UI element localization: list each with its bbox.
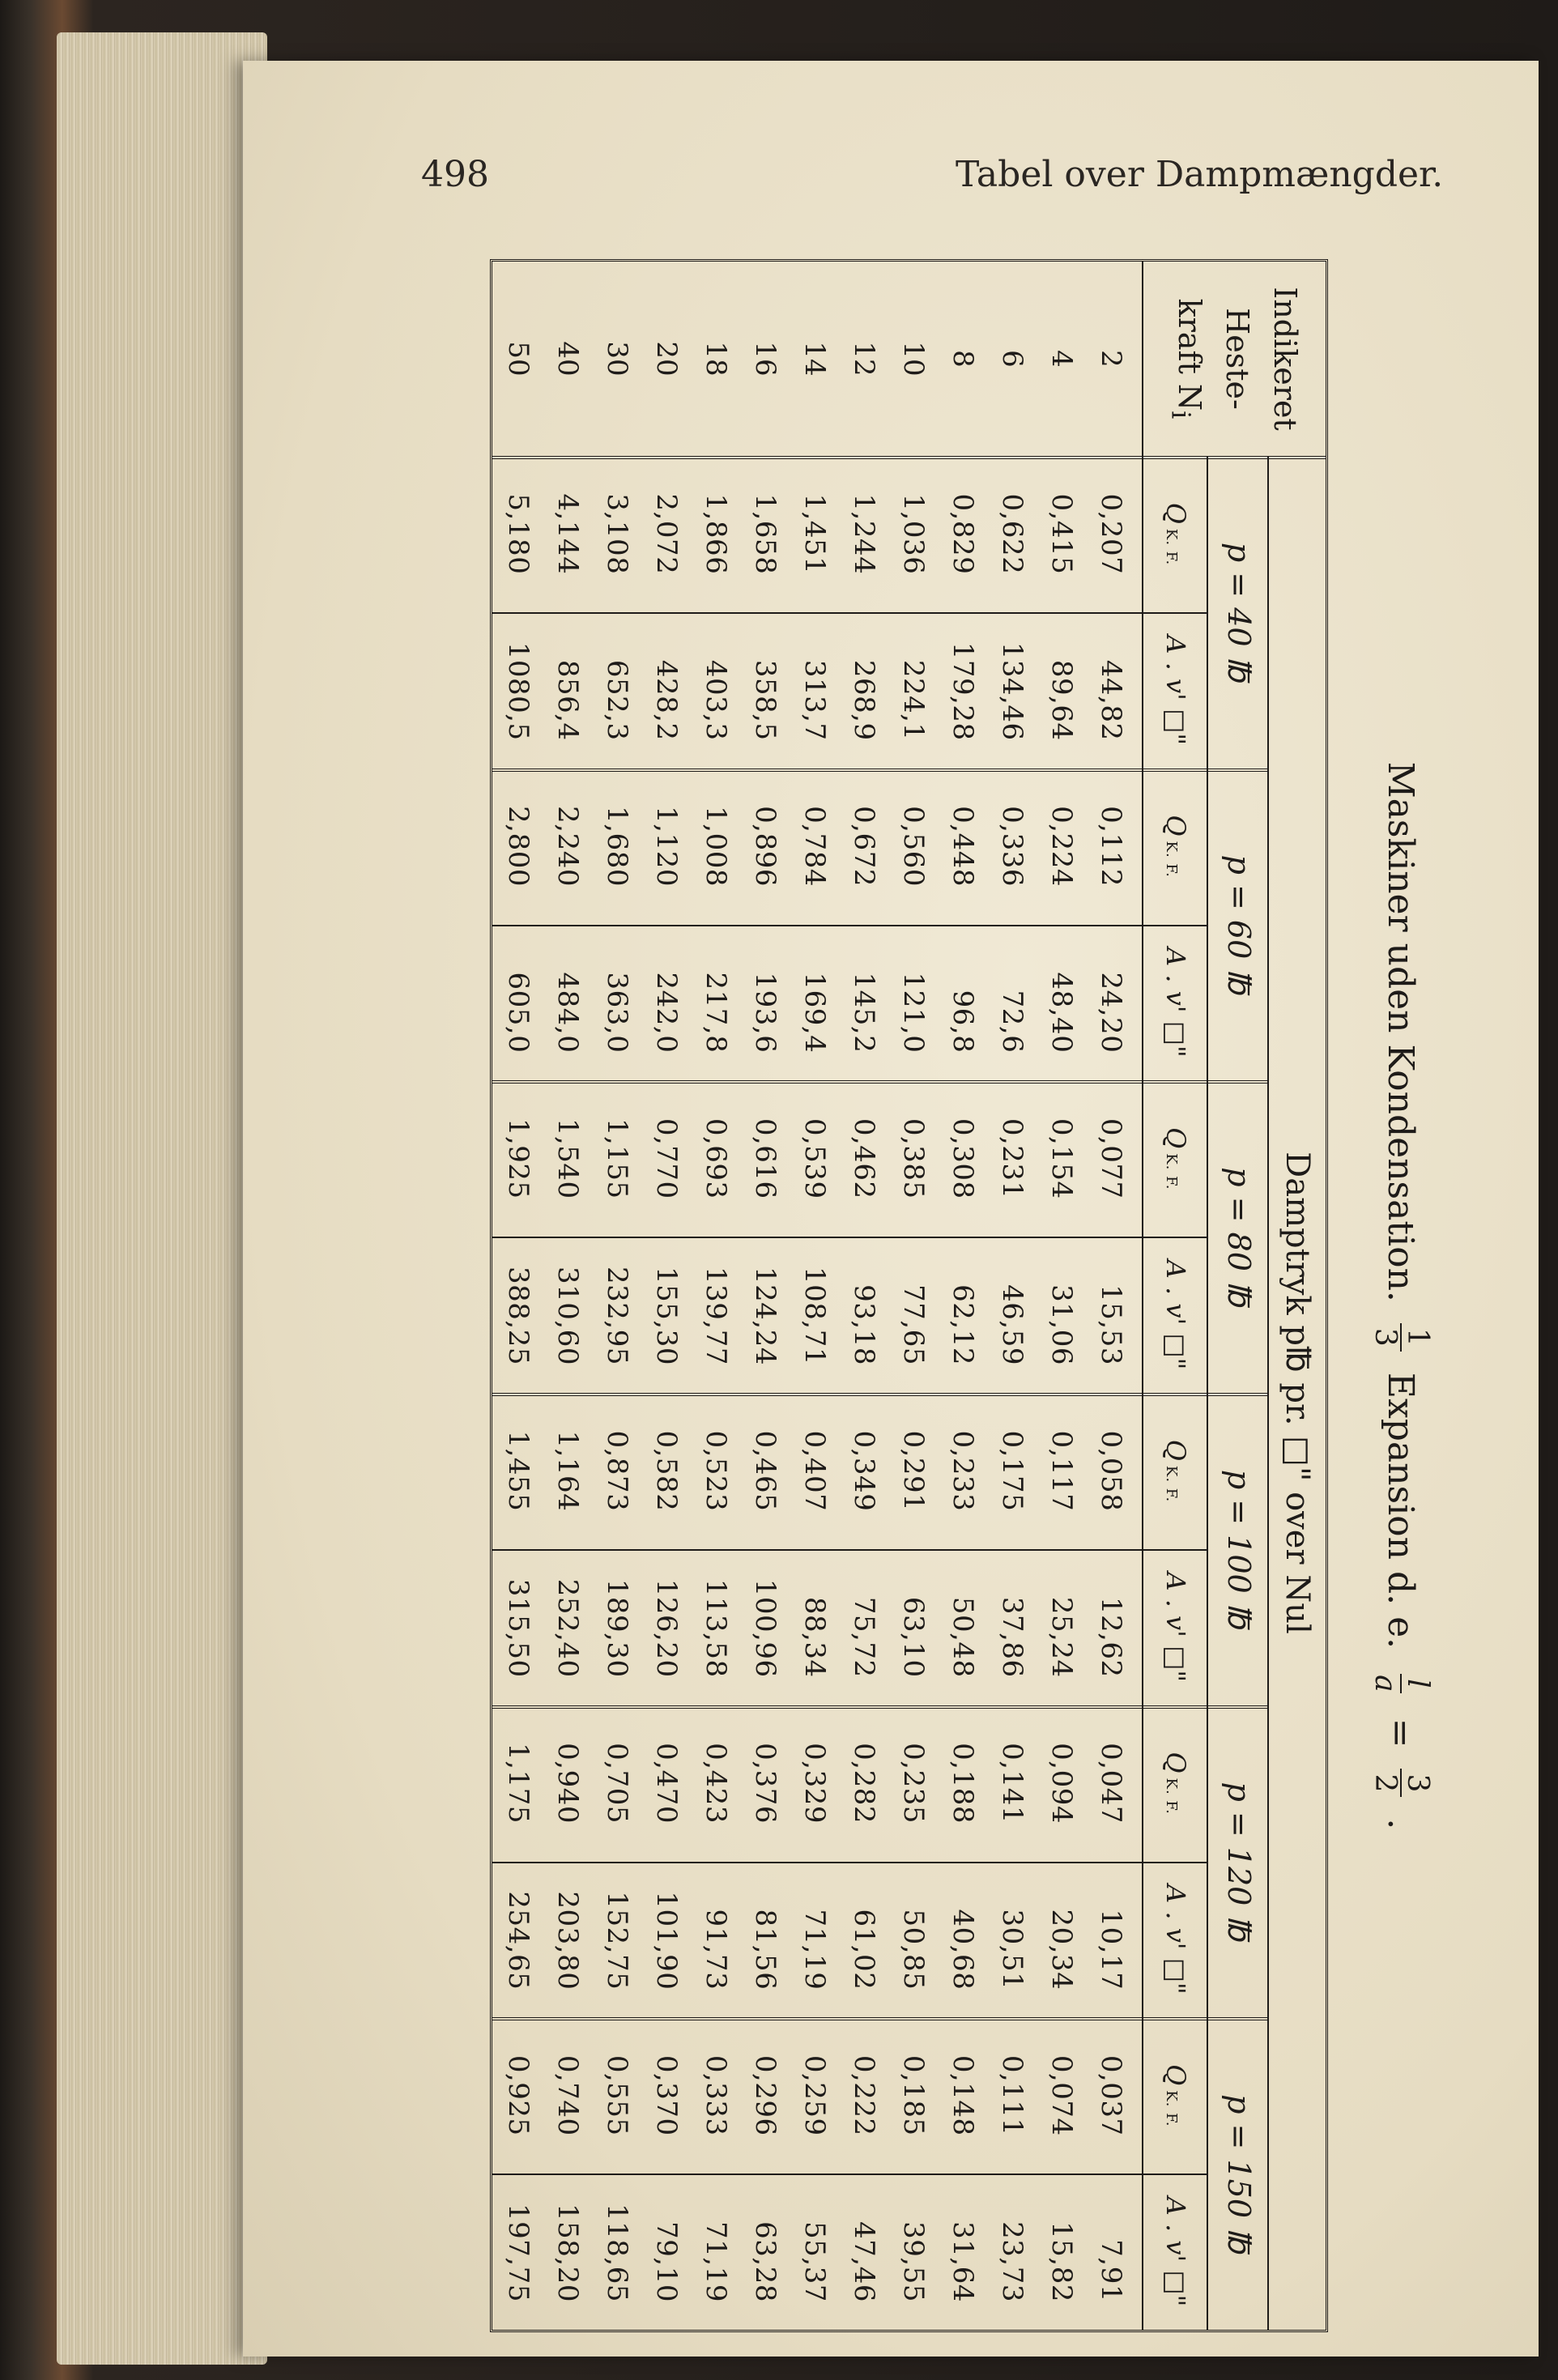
cell-a-value: 46,59 — [996, 1284, 1028, 1365]
rule-group — [492, 1705, 1269, 1709]
subheader-q — [1143, 1080, 1208, 1237]
subheader-q-subscript: K. F. — [1163, 1778, 1180, 1815]
cell-a-value: 358,5 — [749, 659, 781, 741]
cell-q-value: 1,164 — [551, 1430, 584, 1512]
cell-a-value: 108,71 — [798, 1267, 831, 1365]
cell-q-value: 0,940 — [551, 1743, 584, 1824]
cell-a-value: 12,62 — [1095, 1596, 1127, 1678]
cell-q-value: 0,462 — [848, 1118, 880, 1199]
subheader-q — [1143, 1393, 1208, 1549]
cell-a-value: 388,25 — [502, 1267, 534, 1365]
cell-a-value: 88,34 — [798, 1596, 831, 1678]
cell-a-value: 7,91 — [1095, 2239, 1127, 2302]
rule-left-column — [492, 456, 1326, 459]
cell-horsepower: 14 — [798, 341, 831, 377]
rule-group — [492, 2017, 1269, 2020]
cell-q-value: 0,465 — [749, 1430, 781, 1512]
cell-q-value: 0,296 — [749, 2054, 781, 2136]
cell-a-value: 75,72 — [848, 1596, 880, 1678]
cell-q-value: 0,047 — [1095, 1743, 1127, 1824]
cell-a-value: 139,77 — [700, 1267, 732, 1365]
rule-top-header — [1267, 456, 1269, 2330]
cell-a-value: 403,3 — [700, 659, 732, 741]
cell-a-value: 30,51 — [996, 1909, 1028, 1990]
rule-subcolumn — [492, 612, 1208, 614]
cell-q-value: 0,231 — [996, 1118, 1028, 1199]
cell-q-value: 0,154 — [1045, 1118, 1078, 1199]
cell-a-value: 79,10 — [650, 2221, 683, 2302]
subheader-a: A . v' □" — [1160, 2196, 1191, 2307]
subheader-q — [1143, 456, 1208, 612]
cell-a-value: 1080,5 — [502, 641, 534, 741]
cell-a-value: 62,12 — [947, 1284, 979, 1365]
cell-a-value: 118,65 — [601, 2203, 633, 2302]
cell-q-value: 0,560 — [897, 806, 930, 887]
cell-a-value: 268,9 — [848, 659, 880, 741]
rule-subcolumn — [492, 1862, 1208, 1863]
cell-q-value: 0,470 — [650, 1743, 683, 1824]
cell-a-value: 24,20 — [1095, 972, 1127, 1054]
cell-q-value: 2,072 — [650, 493, 683, 575]
cell-a-value: 100,96 — [749, 1578, 781, 1678]
cell-q-value: 0,784 — [798, 806, 831, 887]
cell-q-value: 3,108 — [601, 493, 633, 575]
cell-q-value: 0,224 — [1045, 806, 1078, 887]
subheader-q — [1143, 1705, 1208, 1862]
cell-q-value: 0,141 — [996, 1743, 1028, 1824]
cell-q-value: 0,523 — [700, 1430, 732, 1512]
cell-horsepower: 4 — [1045, 350, 1078, 368]
title-suffix: . — [1380, 1818, 1422, 1830]
cell-q-value: 0,705 — [601, 1743, 633, 1824]
table-title — [1340, 259, 1462, 2332]
rule-group-header — [1207, 456, 1208, 2330]
cell-a-value: 193,6 — [749, 972, 781, 1054]
page-number: 498 — [421, 154, 489, 195]
cell-q-value: 5,180 — [502, 493, 534, 575]
cell-q-value: 1,455 — [502, 1430, 534, 1512]
subheader-q-symbol: Q — [1160, 1439, 1191, 1461]
cell-a-value: 89,64 — [1045, 659, 1078, 741]
group-header-pressure: p = 80 ℔ — [1221, 1167, 1257, 1307]
title-prefix: Maskiner uden Kondensation. — [1380, 761, 1422, 1302]
subheader-q-symbol: Q — [1160, 2063, 1191, 2086]
cell-q-value: 0,207 — [1095, 493, 1127, 575]
cell-q-value: 0,336 — [996, 806, 1028, 887]
cell-a-value: 91,73 — [700, 1909, 732, 1990]
steam-table — [490, 259, 1328, 2332]
subheader-a: A . v' □" — [1160, 1884, 1191, 1995]
running-head — [421, 154, 1474, 211]
group-header-pressure: p = 100 ℔ — [1221, 1469, 1257, 1629]
cell-a-value: 428,2 — [650, 659, 683, 741]
cell-a-value: 48,40 — [1045, 972, 1078, 1054]
subheader-q-symbol: Q — [1160, 1126, 1191, 1149]
cell-q-value: 0,407 — [798, 1430, 831, 1512]
cell-q-value: 0,385 — [897, 1118, 930, 1199]
cell-q-value: 1,155 — [601, 1118, 633, 1199]
cell-q-value: 0,582 — [650, 1430, 683, 1512]
cell-q-value: 0,873 — [601, 1430, 633, 1512]
cell-q-value: 0,423 — [700, 1743, 732, 1824]
subheader-q-subscript: K. F. — [1163, 1465, 1180, 1503]
cell-horsepower: 30 — [601, 341, 633, 377]
cell-q-value: 0,329 — [798, 1743, 831, 1824]
group-header-pressure: p = 150 ℔ — [1221, 2094, 1257, 2254]
cell-horsepower: 20 — [650, 341, 683, 377]
cell-a-value: 145,2 — [848, 972, 880, 1054]
cell-q-value: 0,233 — [947, 1430, 979, 1512]
cell-q-value: 4,144 — [551, 493, 584, 575]
cell-q-value: 2,240 — [551, 806, 584, 887]
cell-q-value: 0,829 — [947, 493, 979, 575]
cell-a-value: 93,18 — [848, 1284, 880, 1365]
cell-a-value: 121,0 — [897, 972, 930, 1054]
cell-a-value: 63,10 — [897, 1596, 930, 1678]
rule-subcolumn — [492, 2174, 1208, 2175]
cell-a-value: 315,50 — [502, 1578, 534, 1678]
cell-q-value: 0,740 — [551, 2054, 584, 2136]
cell-a-value: 242,0 — [650, 972, 683, 1054]
subheader-q-subscript: K. F. — [1163, 2090, 1180, 2127]
cell-a-value: 39,55 — [897, 2221, 930, 2302]
cell-q-value: 1,866 — [700, 493, 732, 575]
cell-a-value: 605,0 — [502, 972, 534, 1054]
subheader-a: A . v' □" — [1160, 635, 1191, 746]
cell-a-value: 96,8 — [947, 990, 979, 1054]
cell-q-value: 1,120 — [650, 806, 683, 887]
cell-a-value: 224,1 — [897, 659, 930, 741]
cell-a-value: 126,20 — [650, 1578, 683, 1678]
rotated-table-block — [490, 259, 1462, 2332]
cell-a-value: 484,0 — [551, 972, 584, 1054]
subheader-a: A . v' □" — [1160, 1572, 1191, 1683]
cell-a-value: 179,28 — [947, 641, 979, 741]
group-header-pressure: p = 40 ℔ — [1221, 542, 1257, 682]
cell-horsepower: 12 — [848, 341, 880, 377]
rule-subcolumn — [492, 1549, 1208, 1551]
page-edges — [57, 32, 267, 2365]
cell-q-value: 0,282 — [848, 1743, 880, 1824]
cell-a-value: 50,48 — [947, 1596, 979, 1678]
cell-a-value: 189,30 — [601, 1578, 633, 1678]
cell-a-value: 40,68 — [947, 1909, 979, 1990]
cell-a-value: 232,95 — [601, 1267, 633, 1365]
cell-q-value: 0,925 — [502, 2054, 534, 2136]
cell-a-value: 77,65 — [897, 1284, 930, 1365]
header-steam-pressure: Damptryk p℔ pr. □" over Nul — [1279, 1152, 1316, 1634]
cell-q-value: 0,539 — [798, 1118, 831, 1199]
cell-q-value: 1,451 — [798, 493, 831, 575]
cell-a-value: 158,20 — [551, 2203, 584, 2302]
fraction-three-halves: 3 2 — [1369, 1769, 1432, 1797]
cell-a-value: 61,02 — [848, 1909, 880, 1990]
subheader-q — [1143, 2017, 1208, 2174]
rule-group — [492, 1080, 1269, 1084]
cell-q-value: 0,896 — [749, 806, 781, 887]
cell-q-value: 0,448 — [947, 806, 979, 887]
cell-q-value: 1,008 — [700, 806, 732, 887]
subheader-q-subscript: K. F. — [1163, 841, 1180, 878]
cell-horsepower: 6 — [996, 350, 1028, 368]
cell-horsepower: 18 — [700, 341, 732, 377]
cell-a-value: 55,37 — [798, 2221, 831, 2302]
cell-a-value: 124,24 — [749, 1267, 781, 1365]
cell-a-value: 47,46 — [848, 2221, 880, 2302]
cell-q-value: 1,658 — [749, 493, 781, 575]
cell-a-value: 113,58 — [700, 1578, 732, 1678]
cell-a-value: 23,73 — [996, 2221, 1028, 2302]
cell-a-value: 37,86 — [996, 1596, 1028, 1678]
group-header-pressure: p = 60 ℔ — [1221, 854, 1257, 994]
cell-a-value: 31,06 — [1045, 1284, 1078, 1365]
cell-horsepower: 10 — [897, 341, 930, 377]
cell-q-value: 0,349 — [848, 1430, 880, 1512]
cell-q-value: 0,111 — [996, 2054, 1028, 2136]
cell-q-value: 1,244 — [848, 493, 880, 575]
cell-horsepower: 16 — [749, 341, 781, 377]
title-equals: = — [1380, 1718, 1422, 1748]
cell-a-value: 71,19 — [798, 1909, 831, 1990]
cell-q-value: 0,222 — [848, 2054, 880, 2136]
title-middle: Expansion d. e. — [1380, 1372, 1422, 1650]
cell-a-value: 101,90 — [650, 1891, 683, 1990]
rule-group — [492, 1393, 1269, 1396]
cell-q-value: 1,925 — [502, 1118, 534, 1199]
cell-a-value: 254,65 — [502, 1891, 534, 1990]
subheader-q — [1143, 768, 1208, 925]
cell-q-value: 0,370 — [650, 2054, 683, 2136]
fraction-one-third: 1 3 — [1369, 1323, 1432, 1352]
cell-a-value: 50,85 — [897, 1909, 930, 1990]
cell-q-value: 0,622 — [996, 493, 1028, 575]
cell-a-value: 10,17 — [1095, 1909, 1127, 1990]
cell-q-value: 0,693 — [700, 1118, 732, 1199]
cell-q-value: 0,616 — [749, 1118, 781, 1199]
cell-q-value: 1,680 — [601, 806, 633, 887]
cell-horsepower: 50 — [502, 341, 534, 377]
cell-q-value: 0,235 — [897, 1743, 930, 1824]
cell-a-value: 15,53 — [1095, 1284, 1127, 1365]
rule-group — [492, 768, 1269, 772]
cell-a-value: 134,46 — [996, 641, 1028, 741]
cell-q-value: 1,036 — [897, 493, 930, 575]
subheader-q-symbol: Q — [1160, 1752, 1191, 1773]
cell-q-value: 0,415 — [1045, 493, 1078, 575]
cell-horsepower: 2 — [1095, 350, 1127, 368]
cell-q-value: 0,333 — [700, 2054, 732, 2136]
subheader-a: A . v' □" — [1160, 1259, 1191, 1370]
group-header-pressure: p = 120 ℔ — [1221, 1782, 1257, 1941]
cell-a-value: 203,80 — [551, 1891, 584, 1990]
cell-q-value: 0,094 — [1045, 1743, 1078, 1824]
cell-q-value: 0,308 — [947, 1118, 979, 1199]
cell-a-value: 197,75 — [502, 2203, 534, 2302]
cell-q-value: 1,540 — [551, 1118, 584, 1199]
cell-a-value: 363,0 — [601, 972, 633, 1054]
cell-a-value: 152,75 — [601, 1891, 633, 1990]
cell-q-value: 0,058 — [1095, 1430, 1127, 1512]
cell-q-value: 0,185 — [897, 2054, 930, 2136]
subheader-a: A . v' □" — [1160, 947, 1191, 1058]
cell-q-value: 0,175 — [996, 1430, 1028, 1512]
rule-subcolumn — [492, 1237, 1208, 1238]
cell-a-value: 169,4 — [798, 972, 831, 1054]
cell-a-value: 31,64 — [947, 2221, 979, 2302]
cell-a-value: 310,60 — [551, 1267, 584, 1365]
cell-q-value: 0,112 — [1095, 806, 1127, 887]
cell-q-value: 0,555 — [601, 2054, 633, 2136]
cell-q-value: 0,259 — [798, 2054, 831, 2136]
cell-q-value: 0,037 — [1095, 2054, 1127, 2136]
cell-q-value: 0,077 — [1095, 1118, 1127, 1199]
cell-q-value: 0,148 — [947, 2054, 979, 2136]
cell-a-value: 63,28 — [749, 2221, 781, 2302]
cell-a-value: 313,7 — [798, 659, 831, 741]
cell-a-value: 81,56 — [749, 1909, 781, 1990]
fraction-l-over-a: l a — [1369, 1675, 1434, 1692]
rule-body — [1142, 262, 1143, 2330]
subheader-q-subscript: K. F. — [1163, 528, 1180, 566]
cell-a-value: 217,8 — [700, 972, 732, 1054]
rule-subcolumn — [492, 925, 1208, 926]
cell-q-value: 0,672 — [848, 806, 880, 887]
cell-a-value: 155,30 — [650, 1267, 683, 1365]
cell-a-value: 72,6 — [996, 990, 1028, 1054]
cell-a-value: 20,34 — [1045, 1909, 1078, 1990]
subheader-q-symbol: Q — [1160, 815, 1191, 837]
cell-q-value: 0,074 — [1045, 2054, 1078, 2136]
cell-a-value: 44,82 — [1095, 659, 1127, 741]
cell-a-value: 71,19 — [700, 2221, 732, 2302]
cell-a-value: 252,40 — [551, 1578, 584, 1678]
cell-q-value: 2,800 — [502, 806, 534, 887]
cell-a-value: 15,82 — [1045, 2221, 1078, 2302]
subheader-q-symbol: Q — [1160, 502, 1191, 524]
cell-horsepower: 40 — [551, 341, 584, 377]
cell-q-value: 0,770 — [650, 1118, 683, 1199]
header-horsepower: Indikeret Heste- kraft $N_i$ — [1165, 287, 1304, 431]
cell-a-value: 856,4 — [551, 659, 584, 741]
cell-q-value: 0,291 — [897, 1430, 930, 1512]
cell-q-value: 0,376 — [749, 1743, 781, 1824]
cell-q-value: 1,175 — [502, 1743, 534, 1824]
cell-a-value: 25,24 — [1045, 1596, 1078, 1678]
subheader-q-subscript: K. F. — [1163, 1153, 1180, 1190]
cell-a-value: 652,3 — [601, 659, 633, 741]
cell-horsepower: 8 — [947, 350, 979, 368]
cell-q-value: 0,117 — [1045, 1430, 1078, 1512]
running-title: Tabel over Dampmængder. — [956, 154, 1444, 195]
cell-q-value: 0,188 — [947, 1743, 979, 1824]
